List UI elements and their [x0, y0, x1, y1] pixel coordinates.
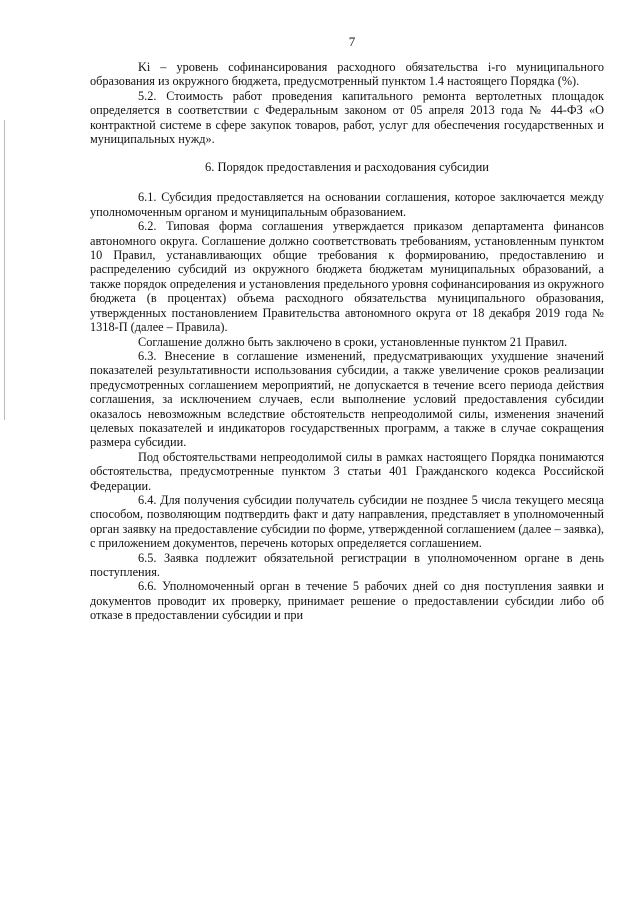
- page-number: 7: [348, 34, 356, 49]
- paragraph: Под обстоятельствами непреодолимой силы в рамках настоящего Порядка понимаются обстоятельства, предусмотренные пунктом 3 статьи 401 Гражданского кодекса Российской Федерации.: [90, 449, 604, 493]
- paragraph: 6.2. Типовая форма соглашения утверждается приказом департамента финансов автономного округа. Соглашение должно соответствовать требованиям, установленным пунктом 10 Правил, устанавливающих общие требования к формированию, предоставлению и распределению субсидий из окружного бюджета бюджетам муниципальных образований, а также порядок определения и установления предельного уровня софинансирования из окружного бюджета (в процентах) объема расходного обязательства муниципального образования, утвержденных постановлением Правительства автономного округа от 18 декабря 2019 года № 1318-П (далее – Правила).: [90, 219, 604, 335]
- scan-margin-line: [4, 120, 5, 420]
- paragraphs-before: [90, 60, 604, 146]
- paragraph: Соглашение должно быть заключено в сроки, установленные пунктом 21 Правил.: [138, 334, 568, 349]
- paragraph: 6.3. Внесение в соглашение изменений, предусматривающих ухудшение значений показателей результативности использования субсидии, а также увеличение сроков реализации предусмотренных соглашением мероприятий, не допускается в течение всего периода действия соглашения, за исключением случаев, если выполнение условий предоставления субсидии оказалось невозможным вследствие обстоятельств непреодолимой силы, изменения значений целевых показателей и индикаторов государственных программ, а также в случае сокращения размера субсидии.: [90, 348, 604, 450]
- paragraph: 6.6. Уполномоченный орган в течение 5 рабочих дней со дня поступления заявки и документов проводит их проверку, принимает решение о предоставлении субсидии либо об отказе в предоставлении субсидии и при: [90, 579, 604, 623]
- paragraph: Ki – уровень софинансирования расходного обязательства i-го муниципального образования из окружного бюджета, предусмотренный пунктом 1.4 настоящего Порядка (%).: [90, 60, 604, 89]
- paragraph: 5.2. Стоимость работ проведения капитального ремонта вертолетных площадок определяется в соответствии с Федеральным законом от 05 апреля 2013 года № 44-ФЗ «О контрактной системе в сфере закупок товаров, работ, услуг для обеспечения государственных и муниципальных нужд».: [90, 88, 604, 147]
- paragraphs-after: [90, 190, 604, 622]
- paragraph: 6.4. Для получения субсидии получатель субсидии не позднее 5 числа текущего месяца способом, позволяющим подтвердить факт и дату направления, представляет в уполномоченный орган заявку на предоставление субсидии по форме, утвержденной соглашением (далее – заявка), с приложением документов, перечень которых определяется соглашением.: [90, 492, 604, 551]
- paragraph: 6.5. Заявка подлежит обязательной регистрации в уполномоченном органе в день поступления.: [90, 550, 604, 579]
- paragraph: 6.1. Субсидия предоставляется на основании соглашения, которое заключается между уполномоченным органом и муниципальным образованием.: [90, 190, 604, 219]
- section-heading: 6. Порядок предоставления и расходования субсидии: [205, 160, 489, 175]
